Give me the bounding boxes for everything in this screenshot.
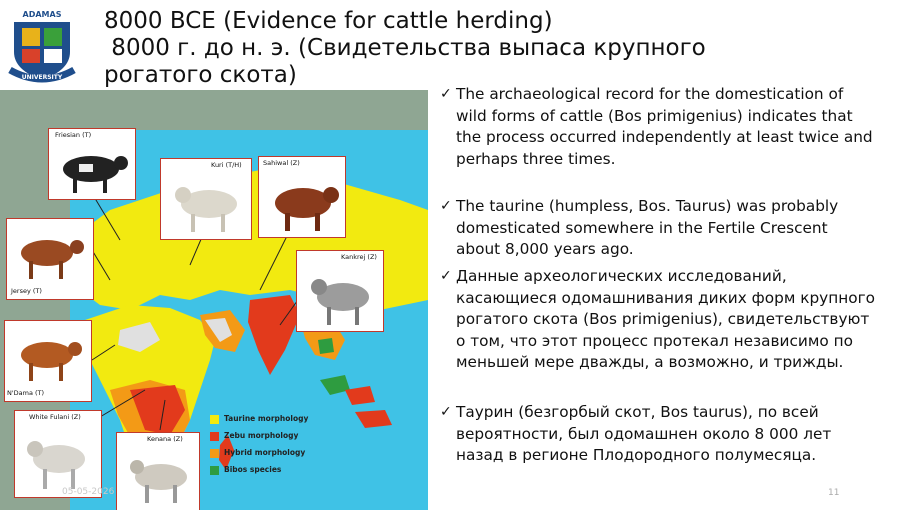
cow-image xyxy=(7,219,93,299)
cow-image xyxy=(161,159,251,239)
bullet-text: The taurine (humpless, Bos. Taurus) was probably domesticated somewhere in the Fertile Crescent about 8,000 years ago. xyxy=(456,197,839,258)
cow-image xyxy=(15,411,101,497)
cow-image xyxy=(49,129,135,199)
check-icon: ✓ xyxy=(440,404,452,420)
breed-card-friesian xyxy=(48,128,136,200)
breed-label: Kankrej (Z) xyxy=(341,253,377,261)
breed-card-ndama xyxy=(4,320,92,402)
logo-top-text: ADAMAS xyxy=(22,10,62,19)
breed-label: Jersey (T) xyxy=(11,287,42,295)
cow-image xyxy=(259,157,345,237)
breed-card-sahiwal xyxy=(258,156,346,238)
bullet-text: The archaeological record for the domestication of wild forms of cattle (Bos primigenius) indicates that the process occurred independently at least twice and perhaps three times. xyxy=(456,85,873,168)
breed-card-kenana xyxy=(116,432,200,510)
breed-label: Kuri (T/H) xyxy=(211,161,242,169)
check-icon: ✓ xyxy=(440,198,452,214)
university-logo xyxy=(6,4,78,84)
breed-card-kuri xyxy=(160,158,252,240)
breed-label: Kenana (Z) xyxy=(147,435,183,443)
breed-card-kankrej xyxy=(296,250,384,332)
title-line-russian-1: 8000 г. до н. э. (Свидетельства выпаса крупного xyxy=(104,35,706,61)
cow-image xyxy=(5,321,91,401)
cattle-distribution-map: Friesian (T) Kuri (T/H) Sahiwal (Z) Jersey (T) Kankrej (Z) N'Dama (T) White Fulani (Z) Kenana (Z) Taurine morphology Zebu morphology Hybrid morphology Bibos species xyxy=(0,90,428,510)
cow-image xyxy=(297,251,383,331)
bullet-text: Таурин (безгорбый скот, Bos taurus), по всей вероятности, был одомашнен около 8 000 лет назад в регионе Плодородного полумесяца. xyxy=(456,403,832,464)
breed-label: White Fulani (Z) xyxy=(29,413,81,421)
breed-label: Sahiwal (Z) xyxy=(263,159,300,167)
slide-number: 11 xyxy=(828,488,840,498)
title-line-english: 8000 BCE (Evidence for cattle herding) xyxy=(104,8,553,34)
breed-label: Friesian (T) xyxy=(55,131,92,139)
cow-image xyxy=(117,433,199,510)
slide-title xyxy=(104,8,804,89)
check-icon: ✓ xyxy=(440,268,452,284)
check-icon: ✓ xyxy=(440,86,452,102)
logo-bottom-text: UNIVERSITY xyxy=(21,74,63,81)
footer-date: 05-05-2026 xyxy=(62,487,115,497)
breed-card-white-fulani xyxy=(14,410,102,498)
breed-label: N'Dama (T) xyxy=(7,389,45,397)
title-line-russian-2: рогатого скота) xyxy=(104,62,297,88)
breed-card-jersey xyxy=(6,218,94,300)
bullet-text: Данные археологических исследований, касающиеся одомашнивания диких форм крупного рогатого скота (Bos primigenius), свидетельствуют о том, что этот процесс протекал независимо по меньшей мере дважды, а возможно, и трижды. xyxy=(456,267,875,371)
